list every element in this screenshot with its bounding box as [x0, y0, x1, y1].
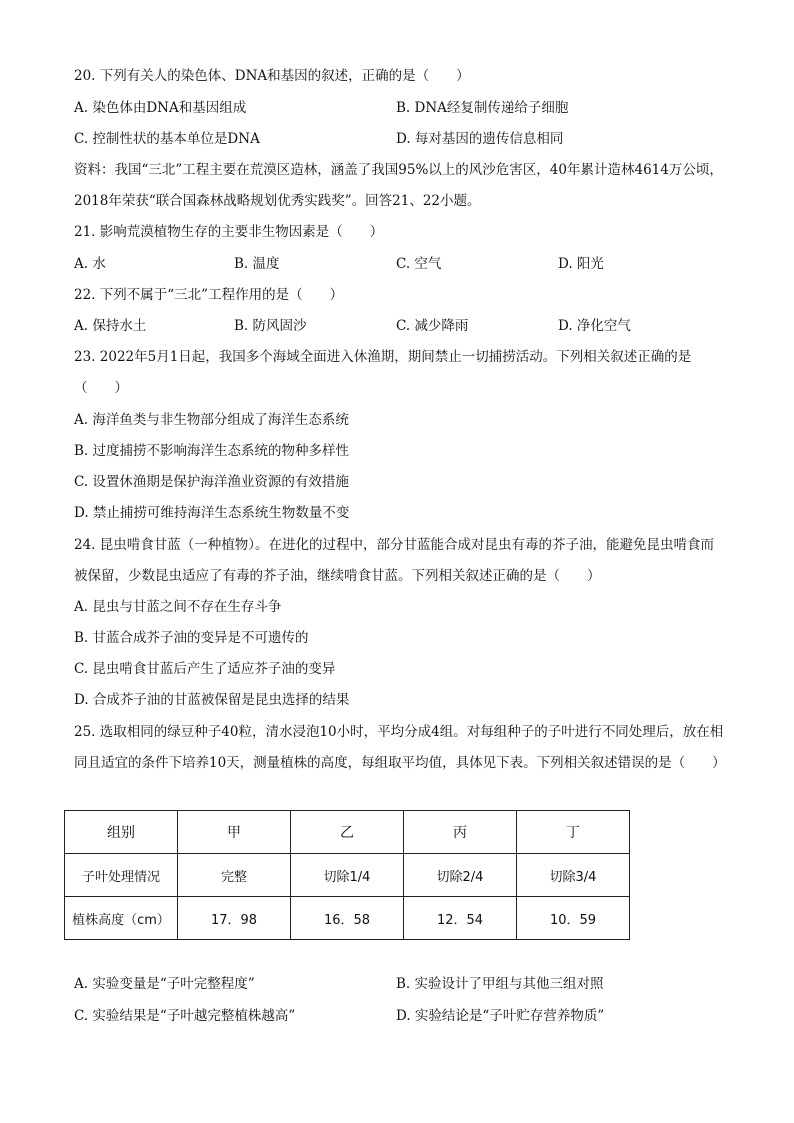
table-cell: 子叶处理情况: [65, 854, 178, 897]
table-cell: 切除3/4: [517, 854, 630, 897]
q22-option-b: B. 防风固沙: [234, 318, 307, 334]
table-header-cell: 丁: [517, 811, 630, 854]
q22-option-a: A. 保持水土: [74, 318, 147, 334]
q21-option-c: C. 空气: [396, 256, 442, 272]
q22-option-c: C. 减少降雨: [396, 318, 469, 334]
seedling-height-table: [64, 810, 630, 940]
q21-option-d: D. 阳光: [558, 256, 604, 272]
q25-option-b: B. 实验设计了甲组与其他三组对照: [396, 976, 604, 992]
q25-stem: 25. 选取相同的绿豆种子40粒，清水浸泡10小时，平均分成4组。对每组种子的子叶进行不同处理后，放在相同且适宜的条件下培养10天，测量植株的高度，每组取平均值，具体见下表。下列相关叙述错误的是（ ）: [74, 724, 726, 771]
table-row: [65, 854, 630, 897]
table-cell: 切除1/4: [291, 854, 404, 897]
table-cell: 10．59: [517, 897, 630, 940]
material-paragraph: 资料：我国“三北”工程主要在荒漠区造林，涵盖了我国95%以上的风沙危害区，40年累计造林4614万公顷，2018年荣获“联合国森林战略规划优秀实践奖”。回答21、22小题。: [74, 162, 723, 209]
q23-stem: 23. 2022年5月1日起，我国多个海域全面进入休渔期，期间禁止一切捕捞活动。下列相关叙述正确的是（ ）: [74, 349, 692, 396]
table-cell: 完整: [178, 854, 291, 897]
q22-option-d: D. 净化空气: [558, 318, 631, 334]
table-header-cell: 组别: [65, 811, 178, 854]
q20-option-d: D. 每对基因的遗传信息相同: [396, 131, 564, 147]
table-header-cell: 丙: [404, 811, 517, 854]
q24-stem: 24. 昆虫啃食甘蓝（一种植物）。在进化的过程中，部分甘蓝能合成对昆虫有毒的芥子油，能避免昆虫啃食而被保留，少数昆虫适应了有毒的芥子油，继续啃食甘蓝。下列相关叙述正确的是（ ）: [74, 537, 715, 584]
table-header-row: [65, 811, 630, 854]
q23-option-c: C. 设置休渔期是保护海洋渔业资源的有效措施: [74, 474, 349, 490]
table-cell: 12．54: [404, 897, 517, 940]
q20-option-c: C. 控制性状的基本单位是DNA: [74, 131, 260, 147]
q21-stem: 21. 影响荒漠植物生存的主要非生物因素是（ ）: [74, 224, 384, 240]
q23-option-d: D. 禁止捕捞可维持海洋生态系统生物数量不变: [74, 505, 350, 521]
table-cell: 16．58: [291, 897, 404, 940]
q24-option-d: D. 合成芥子油的甘蓝被保留是昆虫选择的结果: [74, 692, 350, 708]
q22-stem: 22. 下列不属于“三北”工程作用的是（ ）: [74, 287, 344, 303]
table-cell: 植株高度（cm）: [65, 897, 178, 940]
q20-option-a: A. 染色体由DNA和基因组成: [74, 100, 247, 116]
q25-option-a: A. 实验变量是“子叶完整程度”: [74, 976, 255, 992]
q25-option-c: C. 实验结果是“子叶越完整植株越高”: [74, 1008, 296, 1024]
q24-option-a: A. 昆虫与甘蓝之间不存在生存斗争: [74, 599, 282, 615]
q23-option-b: B. 过度捕捞不影响海洋生态系统的物种多样性: [74, 443, 350, 459]
table-cell: 17．98: [178, 897, 291, 940]
q24-option-b: B. 甘蓝合成芥子油的变异是不可遗传的: [74, 630, 309, 646]
table-cell: 切除2/4: [404, 854, 517, 897]
q21-option-a: A. 水: [74, 256, 106, 272]
table-header-cell: 甲: [178, 811, 291, 854]
q25-option-d: D. 实验结论是“子叶贮存营养物质”: [396, 1008, 605, 1024]
table-header-cell: 乙: [291, 811, 404, 854]
q24-option-c: C. 昆虫啃食甘蓝后产生了适应芥子油的变异: [74, 661, 336, 677]
q20-stem: 20. 下列有关人的染色体、DNA和基因的叙述，正确的是（ ）: [74, 68, 470, 84]
q20-option-b: B. DNA经复制传递给子细胞: [396, 100, 569, 116]
q23-option-a: A. 海洋鱼类与非生物部分组成了海洋生态系统: [74, 412, 349, 428]
table-row: [65, 897, 630, 940]
q21-option-b: B. 温度: [234, 256, 280, 272]
